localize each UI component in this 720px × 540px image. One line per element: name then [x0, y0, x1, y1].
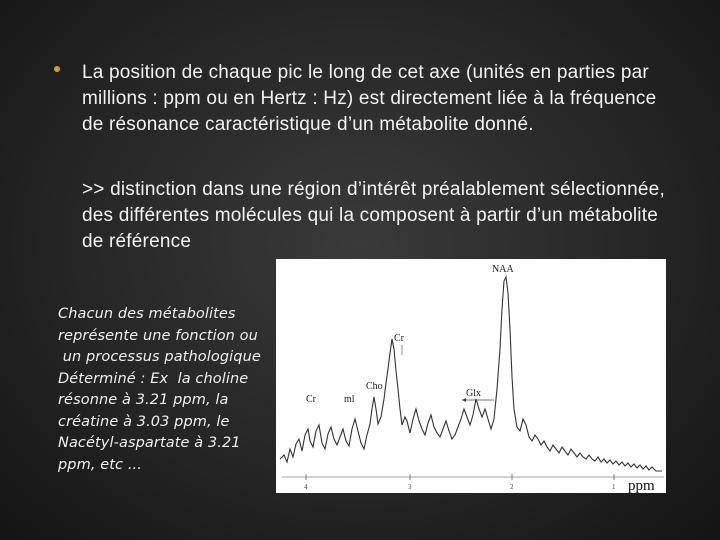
bullet-paragraph: [54, 60, 674, 138]
peak-label-cr-left: Cr: [306, 394, 316, 405]
sub-paragraph: >> distinction dans une région d’intérêt préalablement sélectionnée, des différentes molécules qui la composent à partir d’un métabolite de référence: [82, 179, 665, 252]
caption-line: Déterminé : Ex la choline: [58, 370, 249, 387]
caption-line: créatine à 3.03 ppm, le: [58, 413, 230, 430]
x-tick-label: 2: [510, 483, 514, 491]
caption-line: représente une fonction ou: [58, 327, 258, 344]
peak-label-cho: Cho: [366, 381, 383, 392]
caption-line: Nacétyl-aspartate à 3.21: [58, 435, 241, 451]
spectrum-svg: [276, 259, 666, 493]
peak-label-ml: ml: [344, 394, 355, 405]
peak-label-glx: Glx: [466, 388, 481, 399]
mr-spectrum-image: [276, 259, 666, 493]
x-tick-label: 4: [304, 483, 308, 491]
caption-line: ppm, etc ...: [58, 456, 142, 473]
x-tick-label: 1: [612, 483, 616, 491]
x-tick-label: 3: [408, 483, 412, 491]
peak-label-naa: NAA: [492, 264, 514, 275]
spectrum-trace: [280, 277, 662, 471]
peak-label-cr-top: Cr: [394, 333, 404, 344]
caption-line: un processus pathologique: [58, 349, 261, 365]
caption-line: Chacun des métabolites: [58, 306, 236, 322]
ppm-axis-unit: ppm: [628, 478, 655, 493]
bullet-dot-icon: [54, 66, 60, 72]
caption-line: résonne à 3.21 ppm, la: [58, 392, 229, 408]
caption-text: [58, 304, 268, 476]
bullet-text: La position de chaque pic le long de cet axe (unités en parties par millions : ppm ou en Hertz : Hz) est directement liée à la fréquence de résonance caractéristique d’un métabolite donné.: [82, 62, 657, 135]
glx-arrow-icon: [462, 398, 466, 402]
